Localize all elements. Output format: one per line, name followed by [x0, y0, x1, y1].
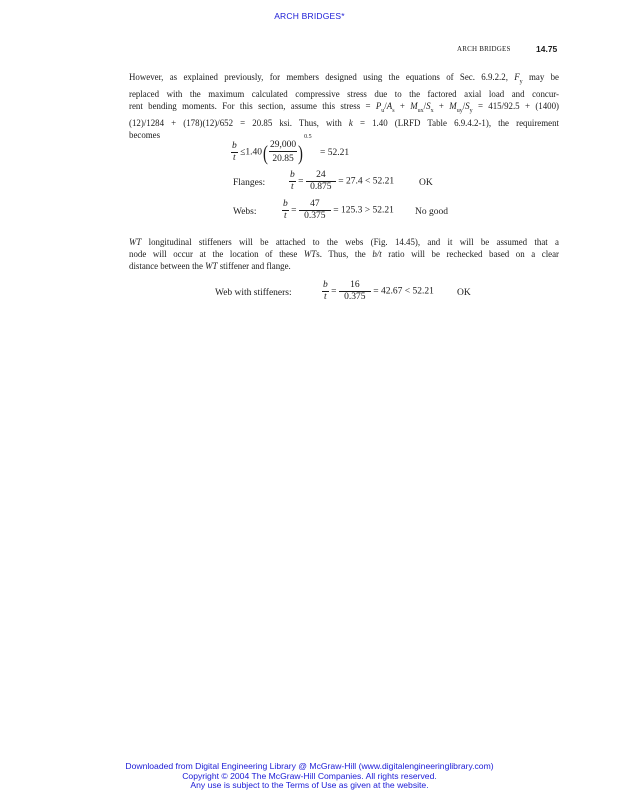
fraction-value — [299, 199, 331, 222]
paragraph-line — [129, 260, 559, 272]
text: s. Thus, the — [316, 249, 373, 259]
subscript: u — [381, 107, 385, 114]
text: = 1.40 (LRFD Table 6.9.4.2-1), the requirement — [352, 117, 559, 128]
left-paren: ( — [263, 140, 268, 165]
text: / — [423, 100, 427, 111]
numerator: b — [232, 141, 237, 151]
symbol: b/t — [372, 249, 382, 259]
text: + — [394, 100, 411, 111]
result: = 125.3 > 52.21 — [333, 205, 394, 216]
symbol: F — [514, 72, 520, 82]
stiffened-web-status: OK — [457, 288, 471, 298]
text: However, as explained previously, for members designed using the equations of Sec. 6.9.2.2, — [129, 72, 515, 82]
fraction-b-over-t — [231, 141, 238, 164]
denominator: t — [324, 292, 327, 302]
result: = 27.4 < 52.21 — [338, 176, 395, 187]
equals: = — [298, 176, 304, 187]
equation-webs — [282, 199, 394, 222]
subscript: s — [392, 107, 395, 114]
denominator: t — [291, 182, 294, 192]
text: longitudinal stiffeners will be attached to the webs (Fig. 14.45), and it will be assumed that a — [141, 237, 559, 247]
subscript: ux — [417, 107, 424, 114]
symbol: A — [386, 100, 393, 111]
fraction-e-over-f — [269, 140, 297, 165]
text: (12)/1284 + (178)(12)/652 = 20.85 ksi. Thus, with — [129, 117, 349, 128]
flanges-label: Flanges: — [233, 178, 266, 188]
symbol: WT — [303, 249, 317, 259]
exponent: 0.5 — [304, 134, 312, 140]
paragraph-line — [129, 236, 559, 248]
equals: = — [291, 205, 297, 216]
paragraph-line: becomes — [129, 129, 161, 140]
denominator: t — [233, 153, 236, 163]
coefficient: ≤1.40 — [240, 147, 262, 158]
symbol: WT — [205, 261, 218, 271]
symbol: M — [410, 100, 418, 111]
numerator: 16 — [339, 280, 371, 292]
symbol: WT — [129, 237, 142, 247]
fraction-b-over-t — [289, 170, 296, 193]
right-paren: ) — [298, 140, 304, 165]
subscript: uy — [456, 107, 463, 114]
symbol: M — [449, 100, 457, 111]
footer — [0, 762, 619, 791]
numerator: b — [290, 170, 295, 180]
text: ratio will be rechecked based on a clear — [381, 249, 560, 259]
running-head: ARCH BRIDGES — [457, 45, 511, 53]
text: stiffener and flange. — [217, 261, 291, 271]
fraction-value — [306, 170, 336, 193]
equals: = — [331, 286, 337, 297]
paragraph-line — [129, 71, 559, 88]
fraction-b-over-t — [282, 199, 289, 222]
numerator: 24 — [306, 170, 336, 182]
footer-terms-line: Any use is subject to the Terms of Use as given at the website. — [190, 780, 429, 790]
paragraph-stress — [129, 71, 559, 141]
flanges-status: OK — [419, 178, 433, 188]
webs-status: No good — [415, 207, 448, 217]
subscript: y — [519, 78, 523, 85]
subscript: x — [430, 107, 434, 114]
subscript: y — [469, 107, 473, 114]
footer-copyright-line: Copyright © 2004 The McGraw-Hill Companies. All rights reserved. — [182, 770, 437, 781]
equation-stiffened-web — [322, 280, 434, 303]
numerator: b — [323, 280, 328, 290]
numerator: 29,000 — [269, 140, 297, 150]
fraction-value — [339, 280, 371, 303]
denominator: 20.85 — [272, 154, 294, 164]
paragraph-line — [129, 117, 559, 129]
text: distance between the — [129, 261, 206, 271]
paragraph-line: replaced with the maximum calculated compressive stress due to the factored axial load and concur- — [129, 88, 559, 99]
text: may be — [522, 72, 559, 82]
fraction-b-over-t — [322, 280, 329, 303]
page-number: 14.75 — [536, 44, 558, 54]
text: rent bending moments. For this section, assume this stress = — [129, 100, 376, 111]
text: / — [384, 100, 387, 111]
denominator: 0.375 — [344, 292, 366, 302]
symbol: S — [465, 100, 470, 111]
top-banner: ARCH BRIDGES* — [274, 11, 345, 21]
symbol: S — [426, 100, 431, 111]
text: node will occur at the location of these — [129, 249, 304, 259]
text: = 415/92.5 + (1400) — [472, 100, 559, 111]
text: + — [433, 100, 450, 111]
text: / — [462, 100, 466, 111]
equation-flanges — [289, 170, 394, 193]
denominator: 0.375 — [304, 211, 326, 221]
denominator: t — [284, 211, 287, 221]
paragraph-line — [129, 248, 559, 260]
result: = 42.67 < 52.21 — [373, 286, 434, 297]
result: = 52.21 — [319, 147, 350, 158]
paragraph-line — [129, 100, 559, 117]
paragraph-stiffeners — [129, 236, 559, 272]
symbol: k — [348, 117, 353, 128]
denominator: 0.875 — [310, 182, 332, 192]
footer-download-line: Downloaded from Digital Engineering Library @ McGraw-Hill (www.digitalengineeringlibrary.com) — [125, 761, 494, 771]
symbol: P — [375, 100, 382, 111]
equation-limit — [231, 134, 350, 165]
numerator: b — [283, 199, 288, 209]
stiffened-web-label: Web with stiffeners: — [215, 288, 292, 298]
webs-label: Webs: — [233, 207, 257, 217]
numerator: 47 — [299, 199, 331, 211]
